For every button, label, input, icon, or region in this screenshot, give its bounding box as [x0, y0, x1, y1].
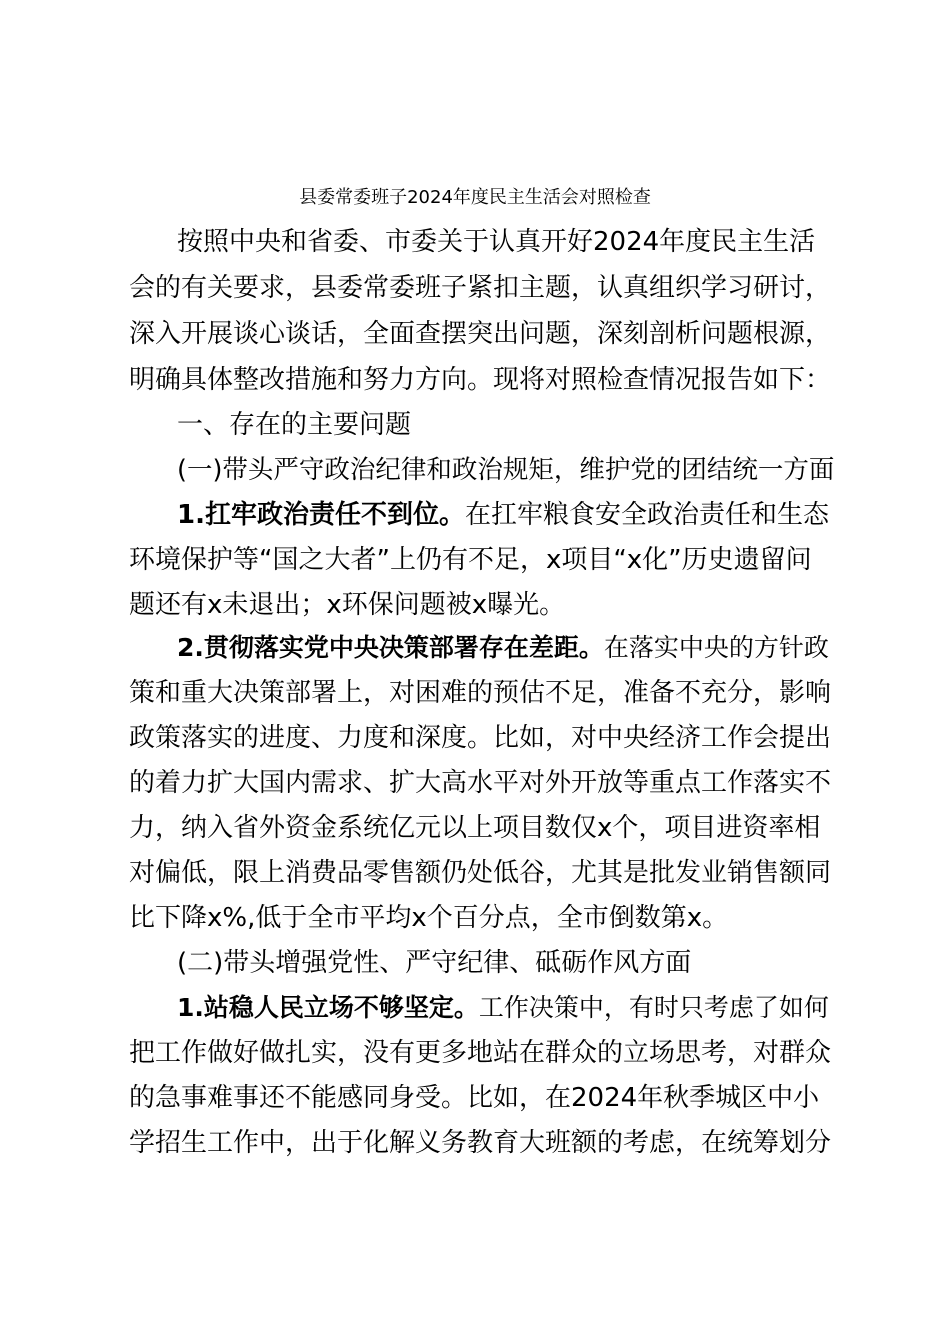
item-3-first-line — [177, 988, 829, 1028]
item-2-line-2: 策和重大决策部署上，对困难的预估不足，准备不充分，影响 — [129, 678, 832, 708]
item-3-line-3: 的急事难事还不能感同身受。比如，在2024年秋季城区中小 — [129, 1083, 820, 1113]
item-2-first-line — [177, 628, 829, 668]
item-3-heading: 1.站稳人民立场不够坚定。 — [177, 993, 479, 1022]
subsection-heading-1: (一)带头严守政治纪律和政治规矩，维护党的团结统一方面 — [177, 455, 835, 485]
item-2-text: 在落实中央的方针政 — [603, 633, 829, 662]
item-3-line-2: 把工作做好做扎实，没有更多地站在群众的立场思考，对群众 — [129, 1038, 832, 1068]
item-1-line-2: 环境保护等“国之大者”上仍有不足，x项目“x化”历史遗留问 — [129, 545, 812, 575]
item-1-first-line — [177, 495, 829, 535]
item-2-line-3: 政策落实的进度、力度和深度。比如，对中央经济工作会提出 — [129, 723, 832, 753]
section-heading: 一、存在的主要问题 — [177, 410, 412, 440]
item-2-line-7: 比下降x%,低于全市平均x个百分点，全市倒数第x。 — [129, 903, 729, 933]
item-1-line-3: 题还有x未退出；x环保问题被x曝光。 — [129, 590, 566, 620]
subsection-heading-2: (二)带头增强党性、严守纪律、砥砺作风方面 — [177, 948, 692, 978]
intro-line-4: 明确具体整改措施和努力方向。现将对照检查情况报告如下： — [129, 365, 832, 395]
item-3-line-4: 学招生工作中，出于化解义务教育大班额的考虑，在统筹划分 — [129, 1128, 832, 1158]
item-2-line-5: 力，纳入省外资金系统亿元以上项目数仅x个，项目进资率相 — [129, 813, 821, 843]
item-1-text: 在扛牢粮食安全政治责任和生态 — [464, 500, 829, 530]
document-title: 县委常委班子2024年度民主生活会对照检查 — [299, 187, 651, 208]
item-2-line-4: 的着力扩大国内需求、扩大高水平对外开放等重点工作落实不 — [129, 768, 832, 798]
item-1-heading: 1.扛牢政治责任不到位。 — [177, 500, 465, 530]
intro-line-2: 会的有关要求，县委常委班子紧扣主题，认真组织学习研讨， — [129, 273, 832, 303]
intro-line-3: 深入开展谈心谈话，全面查摆突出问题，深刻剖析问题根源， — [129, 319, 832, 349]
intro-line-1: 按照中央和省委、市委关于认真开好2024年度民主生活 — [177, 227, 816, 257]
item-3-text: 工作决策中，有时只考虑了如何 — [478, 993, 829, 1022]
item-2-heading: 2.贯彻落实党中央决策部署存在差距。 — [177, 633, 604, 662]
item-2-line-6: 对偏低，限上消费品零售额仍处低谷，尤其是批发业销售额同 — [129, 858, 832, 888]
